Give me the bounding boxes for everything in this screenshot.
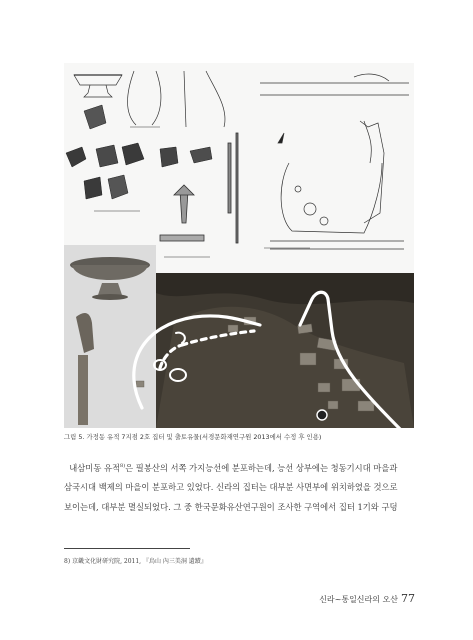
pottery-sherds bbox=[66, 105, 212, 199]
body-line-3: 보이는데, 대부분 멸실되었다. 그 중 한국문화유산연구원이 조사한 구역에서 집터 1기와 구덩 bbox=[64, 501, 398, 512]
house-plan-drawing bbox=[260, 74, 409, 249]
figure-drawings bbox=[64, 63, 414, 428]
figure-panel bbox=[64, 63, 414, 428]
stemmed-bowl-drawing bbox=[74, 75, 122, 97]
body-paragraph bbox=[64, 457, 416, 517]
site-name-text: 내삼미동 유적 bbox=[69, 462, 121, 473]
body-text-segment: 은 필봉산의 서쪽 가지능선에 분포하는데, 능선 상부에는 청동기시대 마을과 bbox=[125, 462, 398, 473]
page-folio bbox=[319, 592, 415, 605]
figure-caption: 그림 5. 가정동 유적 7지점 2호 집터 및 출토유물(서경문화재연구원 2013에서 수정 후 인용) bbox=[64, 433, 322, 441]
body-line-2: 삼국시대 백제의 마을이 분포하고 있었다. 신라의 집터는 대부분 사면부에 위치하였을 것으로 bbox=[64, 482, 398, 493]
page-number: 77 bbox=[401, 592, 415, 605]
body-line-1 bbox=[64, 457, 416, 478]
footnote-divider bbox=[64, 548, 190, 549]
jar-profile-drawings bbox=[128, 71, 225, 127]
footnote-reference[interactable]: 8) bbox=[120, 463, 126, 469]
footnote: 8) 京畿文化財研究院, 2011, 『烏山 內三美洞 遺蹟』 bbox=[64, 558, 207, 565]
posthole bbox=[317, 410, 327, 420]
running-title: 신라~통일신라의 오산 bbox=[319, 595, 398, 604]
